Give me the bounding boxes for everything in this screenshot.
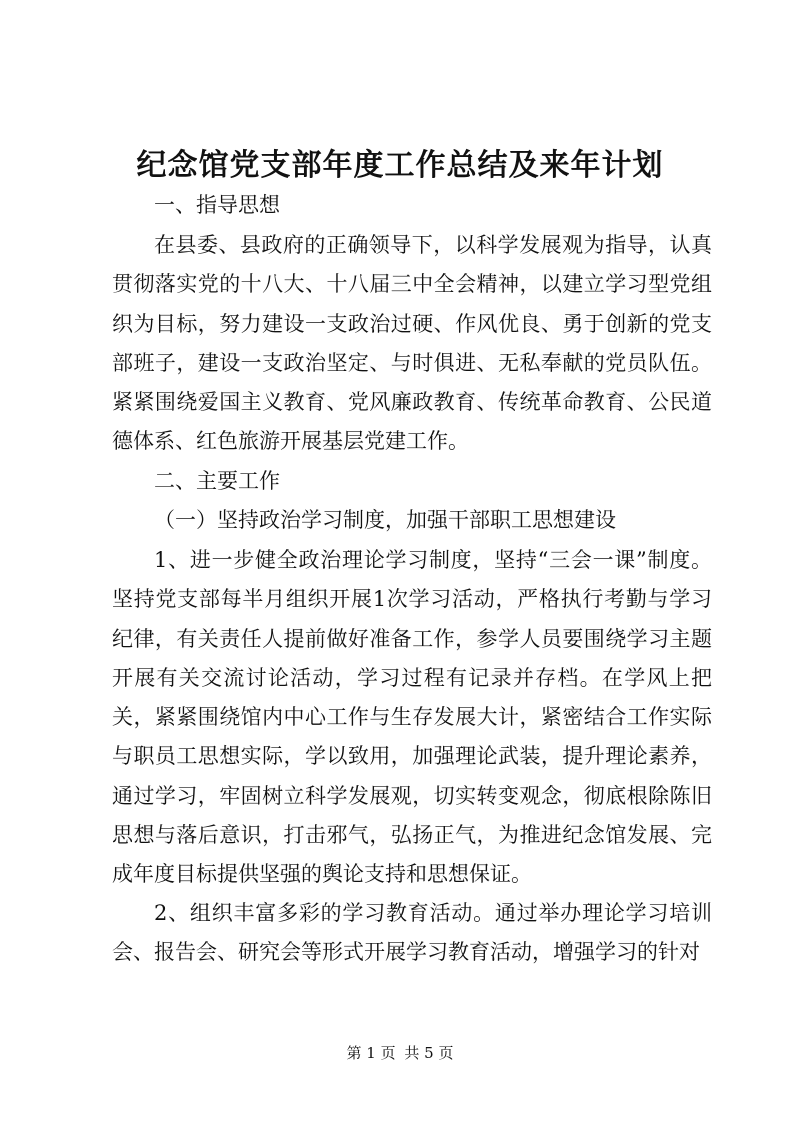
section-heading-guiding-thought: 一、指导思想 [154, 193, 280, 217]
page-total: 共 5 页 [404, 1044, 454, 1062]
paragraph-item-1: 1、进一步健全政治理论学习制度，坚持“三会一课”制度。坚持党支部每半月组织开展1次学习活动，严格执行考勤与学习纪律，有关责任人提前做好准备工作，参学人员要围绕学习主题开展有关交流讨论活动，学习过程有记录并存档。在学风上把关，紧紧围绕馆内中心工作与生存发展大计，紧密结合工作实际与职员工思想实际，学以致用，加强理论武装，提升理论素养，通过学习，牢固树立科学发展观，切实转变观念，彻底根除陈旧思想与落后意识，打击邪气，弘扬正气，为推进纪念馆发展、完成年度目标提供坚强的舆论支持和思想保证。 [112, 548, 712, 887]
document-title: 纪念馆党支部年度工作总结及来年计划 [136, 148, 664, 183]
subheading-political-study: （一）坚持政治学习制度，加强干部职工思想建设 [154, 508, 616, 532]
page-number: 第 1 页 [346, 1044, 396, 1062]
paragraph-item-2: 2、组织丰富多彩的学习教育活动。通过举办理论学习培训会、报告会、研究会等形式开展学习教育活动，增强学习的针对 [112, 901, 712, 965]
section-heading-main-work: 二、主要工作 [154, 469, 280, 493]
page-footer [0, 1042, 800, 1063]
paragraph-guiding-thought: 在县委、县政府的正确领导下，以科学发展观为指导，认真贯彻落实党的十八大、十八届三中全会精神，以建立学习型党组织为目标，努力建设一支政治过硬、作风优良、勇于创新的党支部班子，建设一支政治坚定、与时俱进、无私奉献的党员队伍。紧紧围绕爱国主义教育、党风廉政教育、传统革命教育、公民道德体系、红色旅游开展基层党建工作。 [112, 233, 712, 454]
